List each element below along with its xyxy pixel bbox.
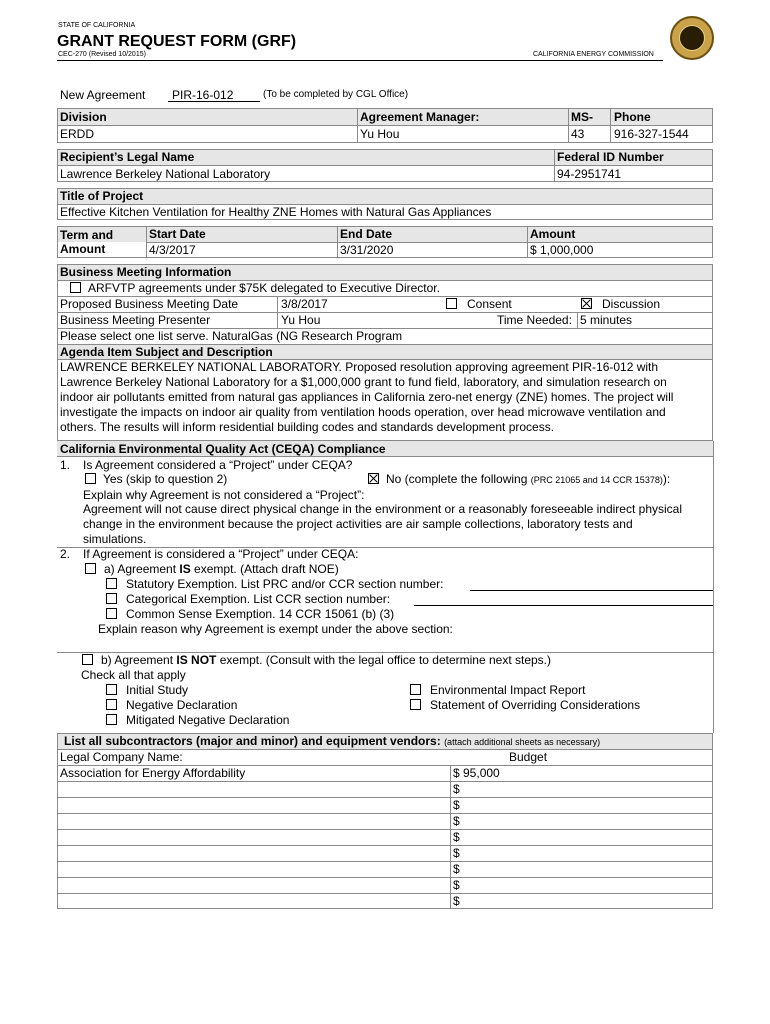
ceqa-a-pre: a) Agreement	[104, 562, 180, 576]
division-col-divider-3	[610, 108, 611, 143]
seal-logo	[670, 16, 714, 60]
subs-row-divider	[57, 877, 713, 878]
ceqa-label: California Environmental Quality Act (CEQA) Compliance	[60, 442, 386, 456]
subs-row-divider	[57, 829, 713, 830]
ceqa-q1-text: Is Agreement considered a “Project” under CEQA?	[83, 458, 353, 472]
ceqa-q2-number: 2.	[60, 547, 71, 561]
negative-decl-label: Negative Declaration	[126, 698, 238, 712]
discussion-label: Discussion	[602, 297, 661, 311]
term-col-divider-1	[146, 226, 147, 258]
check-all-label: Check all that apply	[81, 668, 186, 682]
recipient-name-value[interactable]: Lawrence Berkeley National Laboratory	[60, 167, 271, 181]
federal-id-value[interactable]: 94-2951741	[557, 167, 622, 181]
subs-row-divider	[57, 797, 713, 798]
time-needed-label: Time Needed:	[497, 313, 572, 327]
header-rule	[57, 60, 663, 61]
statutory-checkbox[interactable]	[106, 578, 117, 589]
amount-value[interactable]: $ 1,000,000	[530, 243, 594, 257]
ceqa-right-border	[713, 441, 714, 733]
overriding-checkbox[interactable]	[410, 699, 421, 710]
ceqa-a-checkbox[interactable]	[85, 563, 96, 574]
discussion-checkbox[interactable]	[581, 298, 592, 309]
ceqa-no-label	[386, 472, 670, 487]
form-number: CEC-270 (Revised 10/2015)	[58, 51, 146, 58]
agenda-line-4: investigate the impacts on indoor air quality from ventilation hoods operation, over head microwave ventilation and	[60, 405, 666, 419]
subs-label-note: (attach additional sheets as necessary)	[444, 737, 601, 747]
ceqa-b-post: exempt. (Consult with the legal office to determine next steps.)	[216, 653, 552, 667]
subs-row-budget[interactable]: $ 95,000	[453, 766, 500, 780]
agenda-line-3: indoor air pollutants emitted from natural gas appliances in California zero-net energy (ZNE) homes. The project will	[60, 390, 674, 404]
common-sense-checkbox[interactable]	[106, 608, 117, 619]
term-row-divider	[146, 242, 713, 243]
recipient-col-divider	[554, 149, 555, 182]
business-section-label: Business Meeting Information	[60, 265, 232, 279]
statutory-input[interactable]	[470, 590, 713, 591]
ms-value[interactable]: 43	[571, 127, 585, 141]
ceqa-explain-text[interactable]	[83, 502, 682, 547]
ceqa-header-divider	[57, 456, 713, 457]
phone-value[interactable]: 916-327-1544	[614, 127, 689, 141]
ceqa-b-label	[101, 653, 551, 667]
agreement-number[interactable]: PIR-16-012	[172, 88, 234, 102]
subs-row-budget[interactable]: $	[453, 894, 460, 908]
ceqa-a-post: exempt. (Attach draft NOE)	[190, 562, 339, 576]
common-sense-label: Common Sense Exemption. 14 CCR 15061 (b) (3)	[126, 607, 395, 621]
division-row-divider	[57, 125, 713, 126]
business-col-divider-2	[577, 312, 578, 328]
categorical-label: Categorical Exemption. List CCR section number:	[126, 592, 391, 606]
end-date-label: End Date	[340, 227, 393, 241]
mitigated-label: Mitigated Negative Declaration	[126, 713, 290, 727]
ceqa-no-citation: (PRC 21065 and 14 CCR 15378)	[530, 475, 663, 485]
ceqa-yes-label: Yes (skip to question 2)	[103, 472, 228, 486]
listserve-select[interactable]: Please select one list serve. NaturalGas (NG Research Program	[60, 329, 403, 343]
subs-row-name[interactable]: Association for Energy Affordability	[60, 766, 246, 780]
subs-row-budget[interactable]: $	[453, 846, 460, 860]
eir-label: Environmental Impact Report	[430, 683, 586, 697]
start-date-value[interactable]: 4/3/2017	[149, 243, 196, 257]
initial-study-label: Initial Study	[126, 683, 189, 697]
ms-label: MS-	[571, 110, 593, 124]
agenda-line-2: Lawrence Berkeley National Laboratory for a $1,000,000 grant to fund field, laboratory, and simulation research on	[60, 375, 667, 389]
subs-row-divider	[57, 813, 713, 814]
time-needed-value[interactable]: 5 minutes	[580, 313, 633, 327]
subs-col-divider	[450, 765, 451, 909]
subs-row-divider	[57, 845, 713, 846]
proposed-date-label: Proposed Business Meeting Date	[60, 297, 239, 311]
term-label-line1: Term and	[60, 228, 114, 242]
subs-row-budget[interactable]: $	[453, 830, 460, 844]
business-col-divider-1	[277, 296, 278, 328]
agreement-manager-value[interactable]: Yu Hou	[360, 127, 400, 141]
consent-checkbox[interactable]	[446, 298, 457, 309]
ceqa-a-bold: IS	[179, 562, 191, 576]
subs-row-divider	[57, 781, 713, 782]
ceqa-yes-checkbox[interactable]	[85, 473, 96, 484]
categorical-input[interactable]	[414, 605, 713, 606]
agreement-manager-label: Agreement Manager:	[360, 110, 480, 124]
term-col-divider-2	[337, 226, 338, 258]
division-col-divider-1	[357, 108, 358, 143]
presenter-value[interactable]: Yu Hou	[281, 313, 321, 327]
subs-label: List all subcontractors (major and minor) and equipment vendors:	[64, 734, 441, 748]
agenda-label: Agenda Item Subject and Description	[60, 345, 273, 359]
agenda-description[interactable]	[60, 360, 673, 435]
agenda-line-1: LAWRENCE BERKELEY NATIONAL LABORATORY. Proposed resolution approving agreement PIR-16-012 with	[60, 360, 659, 374]
federal-id-label: Federal ID Number	[557, 150, 664, 164]
end-date-value[interactable]: 3/31/2020	[340, 243, 394, 257]
new-agreement-label: New Agreement	[60, 88, 146, 102]
amount-label: Amount	[530, 227, 576, 241]
agenda-line-5: others. The results will inform residential building codes and standards development process.	[60, 420, 555, 434]
ceqa-q1-number: 1.	[60, 458, 71, 472]
ceqa-b-bold: IS NOT	[176, 653, 217, 667]
subs-col-budget: Budget	[509, 750, 548, 764]
commission-label: CALIFORNIA ENERGY COMMISSION	[533, 51, 654, 58]
seal-center	[679, 25, 705, 51]
presenter-label: Business Meeting Presenter	[60, 313, 211, 327]
form-title: GRANT REQUEST FORM (GRF)	[57, 33, 297, 50]
subs-col-name: Legal Company Name:	[60, 750, 183, 764]
project-title-value[interactable]: Effective Kitchen Ventilation for Healthy ZNE Homes with Natural Gas Appliances	[60, 205, 492, 219]
categorical-checkbox[interactable]	[106, 593, 117, 604]
consent-label: Consent	[467, 297, 512, 311]
negative-decl-checkbox[interactable]	[106, 699, 117, 710]
ceqa-explain-label: Explain why Agreement is not considered a “Project”:	[83, 488, 365, 502]
phone-label: Phone	[614, 110, 651, 124]
subs-label-wrap	[64, 734, 600, 749]
subs-row-budget[interactable]: $	[453, 782, 460, 796]
subs-row-divider	[57, 893, 713, 894]
arfvtp-checkbox[interactable]	[70, 282, 81, 293]
statutory-label: Statutory Exemption. List PRC and/or CCR section number:	[126, 577, 444, 591]
subs-row-budget[interactable]: $	[453, 814, 460, 828]
ceqa-a-label	[104, 562, 339, 576]
ceqa-explain-line-2: change in the environment because the project activities are air sample collections, laboratory tests and	[83, 517, 633, 531]
recipient-row-divider	[57, 165, 713, 166]
ceqa-no-checkbox[interactable]	[368, 473, 379, 484]
ceqa-explain-line-1: Agreement will not cause direct physical change in the environment or a reasonably foreseeable indirect physical	[83, 502, 682, 516]
subs-row-divider	[57, 861, 713, 862]
proposed-date-value[interactable]: 3/8/2017	[281, 297, 328, 311]
eir-checkbox[interactable]	[410, 684, 421, 695]
division-value[interactable]: ERDD	[60, 127, 95, 141]
ceqa-no-text: No (complete the following	[386, 472, 528, 486]
ceqa-explain-line-3: simulations.	[83, 532, 147, 546]
subs-row-budget[interactable]: $	[453, 878, 460, 892]
subs-header-divider	[57, 749, 713, 750]
ceqa-q2-text: If Agreement is considered a “Project” under CEQA:	[83, 547, 359, 561]
ceqa-b-pre: b) Agreement	[101, 653, 177, 667]
project-title-label: Title of Project	[60, 189, 144, 203]
mitigated-checkbox[interactable]	[106, 714, 117, 725]
division-label: Division	[60, 110, 107, 124]
subs-row-budget[interactable]: $	[453, 862, 460, 876]
cgl-office-note: (To be completed by CGL Office)	[263, 89, 409, 100]
division-col-divider-2	[568, 108, 569, 143]
ceqa-no-tail: ):	[662, 472, 671, 486]
explain-exempt-label: Explain reason why Agreement is exempt under the above section:	[98, 622, 453, 636]
initial-study-checkbox[interactable]	[106, 684, 117, 695]
overriding-label: Statement of Overriding Considerations	[430, 698, 641, 712]
ceqa-b-checkbox[interactable]	[82, 654, 93, 665]
agreement-number-underline	[168, 101, 260, 102]
subs-row-budget[interactable]: $	[453, 798, 460, 812]
term-col-divider-3	[527, 226, 528, 258]
start-date-label: Start Date	[149, 227, 206, 241]
state-label: STATE OF CALIFORNIA	[58, 22, 136, 29]
recipient-name-label: Recipient’s Legal Name	[60, 150, 195, 164]
arfvtp-label: ARFVTP agreements under $75K delegated to Executive Director.	[88, 281, 440, 295]
term-label-line2: Amount	[60, 242, 106, 256]
